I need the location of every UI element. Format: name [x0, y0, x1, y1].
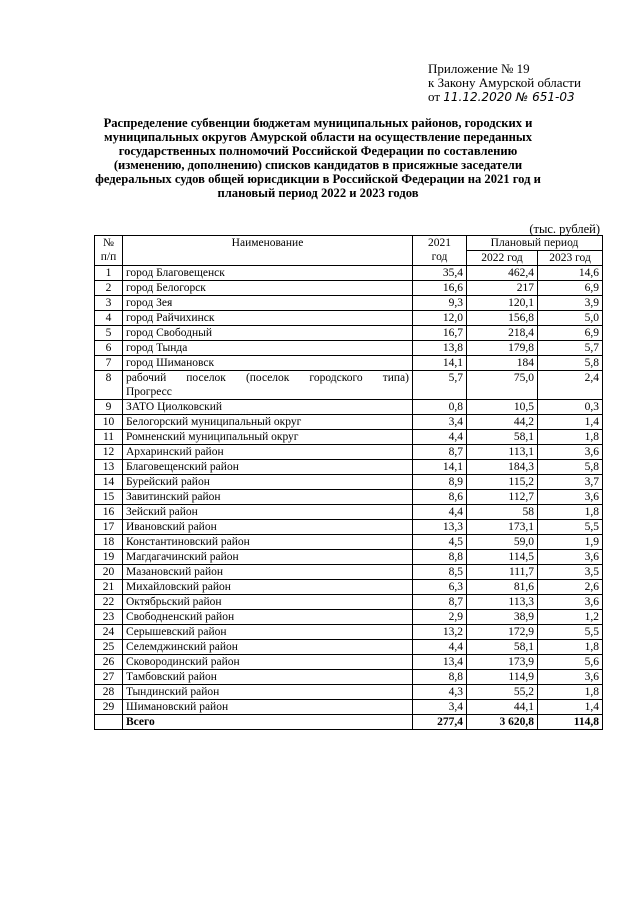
row-number: 12 [95, 445, 123, 460]
row-value-y2022: 58 [467, 505, 538, 520]
row-number: 14 [95, 475, 123, 490]
table-row [95, 580, 603, 595]
row-name-word: городского [309, 372, 363, 384]
row-name: Зейский район [123, 505, 413, 520]
total-value-y2023: 114,8 [538, 715, 603, 730]
row-value-y2023: 3,5 [538, 565, 603, 580]
row-value-y2023: 3,6 [538, 550, 603, 565]
row-name: Свободненский район [123, 610, 413, 625]
row-name-word: (поселок [245, 372, 290, 384]
row-value-y2022: 38,9 [467, 610, 538, 625]
row-number: 25 [95, 640, 123, 655]
row-number: 28 [95, 685, 123, 700]
col-header-2021-year: 2021 [428, 237, 451, 249]
row-value-y2023: 14,6 [538, 266, 603, 281]
row-value-y2022: 44,1 [467, 700, 538, 715]
row-value-y2023: 1,8 [538, 685, 603, 700]
row-value-y2022: 58,1 [467, 640, 538, 655]
col-header-name: Наименование [123, 236, 413, 266]
table-row [95, 610, 603, 625]
row-value-y2022: 58,1 [467, 430, 538, 445]
row-number: 1 [95, 266, 123, 281]
row-value-y2023: 2,4 [538, 371, 603, 400]
row-value-y2022: 59,0 [467, 535, 538, 550]
row-value-y2023: 5,0 [538, 311, 603, 326]
row-number: 8 [95, 371, 123, 400]
row-value-y2022: 172,9 [467, 625, 538, 640]
row-name: город Шимановск [123, 356, 413, 371]
row-value-y2023: 3,7 [538, 475, 603, 490]
row-value-y2021: 13,8 [413, 341, 467, 356]
table-row [95, 550, 603, 565]
table-row [95, 655, 603, 670]
total-row [95, 715, 603, 730]
row-number: 3 [95, 296, 123, 311]
row-name-word: рабочий [126, 372, 167, 384]
row-value-y2023: 3,6 [538, 595, 603, 610]
row-value-y2022: 113,1 [467, 445, 538, 460]
annex-number: Приложение № 19 [428, 61, 530, 76]
row-value-y2023: 5,5 [538, 625, 603, 640]
table-header-row [95, 236, 603, 251]
row-name: Благовещенский район [123, 460, 413, 475]
row-number: 9 [95, 400, 123, 415]
row-number: 17 [95, 520, 123, 535]
table-row [95, 281, 603, 296]
total-label: Всего [123, 715, 413, 730]
row-value-y2022: 114,5 [467, 550, 538, 565]
row-name: Селемджинский район [123, 640, 413, 655]
row-value-y2021: 14,1 [413, 356, 467, 371]
row-value-y2022: 81,6 [467, 580, 538, 595]
col-header-2023: 2023 год [538, 251, 603, 266]
row-value-y2023: 0,3 [538, 400, 603, 415]
table-row [95, 415, 603, 430]
row-value-y2021: 13,2 [413, 625, 467, 640]
row-number: 27 [95, 670, 123, 685]
col-header-2021-god: год [431, 251, 448, 263]
row-value-y2022: 115,2 [467, 475, 538, 490]
row-value-y2022: 111,7 [467, 565, 538, 580]
row-value-y2021: 6,3 [413, 580, 467, 595]
row-value-y2022: 462,4 [467, 266, 538, 281]
row-value-y2023: 5,5 [538, 520, 603, 535]
row-value-y2023: 1,4 [538, 415, 603, 430]
row-value-y2021: 4,5 [413, 535, 467, 550]
row-value-y2023: 1,8 [538, 640, 603, 655]
row-number: 19 [95, 550, 123, 565]
table-row [95, 341, 603, 356]
units-label: (тыс. рублей) [529, 222, 600, 236]
col-header-number-pp: п/п [100, 251, 117, 263]
row-name: Завитинский район [123, 490, 413, 505]
row-value-y2022: 112,7 [467, 490, 538, 505]
row-number: 23 [95, 610, 123, 625]
row-value-y2021: 4,4 [413, 430, 467, 445]
row-name: Мазановский район [123, 565, 413, 580]
row-number: 29 [95, 700, 123, 715]
annex-law-reference: к Закону Амурской области [428, 75, 581, 90]
row-value-y2021: 13,3 [413, 520, 467, 535]
table-row [95, 505, 603, 520]
table-row [95, 685, 603, 700]
annex-handwritten-date: 11.12.2020 № 651-03 [443, 90, 575, 104]
table-row [95, 356, 603, 371]
row-name: город Благовещенск [123, 266, 413, 281]
row-name: Константиновский район [123, 535, 413, 550]
table-row [95, 475, 603, 490]
row-value-y2023: 1,4 [538, 700, 603, 715]
row-name: Бурейский район [123, 475, 413, 490]
row-value-y2022: 173,1 [467, 520, 538, 535]
row-value-y2022: 218,4 [467, 326, 538, 341]
row-value-y2021: 4,4 [413, 505, 467, 520]
row-value-y2022: 156,8 [467, 311, 538, 326]
annex-date-prefix: от [428, 89, 441, 104]
row-name-word: типа) [382, 372, 409, 384]
table-row [95, 445, 603, 460]
row-name [123, 371, 413, 400]
row-value-y2021: 8,5 [413, 565, 467, 580]
row-value-y2023: 5,6 [538, 655, 603, 670]
row-value-y2023: 6,9 [538, 281, 603, 296]
table-row [95, 400, 603, 415]
row-name: город Белогорск [123, 281, 413, 296]
row-number: 15 [95, 490, 123, 505]
row-name: город Райчихинск [123, 311, 413, 326]
annex-header [428, 62, 581, 104]
table-row [95, 430, 603, 445]
annex-date-line [428, 90, 581, 104]
table-row [95, 326, 603, 341]
row-name: Белогорский муниципальный округ [123, 415, 413, 430]
row-value-y2021: 3,4 [413, 700, 467, 715]
row-value-y2021: 0,8 [413, 400, 467, 415]
table-row [95, 490, 603, 505]
row-name: Серышевский район [123, 625, 413, 640]
row-value-y2022: 44,2 [467, 415, 538, 430]
row-value-y2022: 179,8 [467, 341, 538, 356]
table-row [95, 535, 603, 550]
row-number: 6 [95, 341, 123, 356]
row-value-y2023: 3,6 [538, 490, 603, 505]
row-value-y2023: 3,6 [538, 445, 603, 460]
table-row [95, 700, 603, 715]
row-number: 21 [95, 580, 123, 595]
row-value-y2022: 173,9 [467, 655, 538, 670]
row-value-y2023: 2,6 [538, 580, 603, 595]
row-value-y2022: 217 [467, 281, 538, 296]
row-name: Октябрьский район [123, 595, 413, 610]
row-value-y2021: 4,3 [413, 685, 467, 700]
row-number: 5 [95, 326, 123, 341]
row-value-y2021: 8,8 [413, 670, 467, 685]
row-value-y2021: 8,6 [413, 490, 467, 505]
row-number: 24 [95, 625, 123, 640]
row-number: 20 [95, 565, 123, 580]
row-value-y2022: 55,2 [467, 685, 538, 700]
row-value-y2021: 4,4 [413, 640, 467, 655]
row-name: город Тында [123, 341, 413, 356]
row-number: 11 [95, 430, 123, 445]
row-value-y2023: 1,8 [538, 430, 603, 445]
row-value-y2021: 8,7 [413, 595, 467, 610]
col-header-plan-period: Плановый период [467, 236, 603, 251]
row-value-y2021: 16,6 [413, 281, 467, 296]
row-value-y2021: 16,7 [413, 326, 467, 341]
row-value-y2023: 5,8 [538, 460, 603, 475]
row-value-y2023: 5,8 [538, 356, 603, 371]
row-name-word: поселок [186, 372, 226, 384]
col-header-2022: 2022 год [467, 251, 538, 266]
row-name: Тындинский район [123, 685, 413, 700]
row-value-y2023: 1,2 [538, 610, 603, 625]
row-value-y2021: 8,8 [413, 550, 467, 565]
row-value-y2023: 3,9 [538, 296, 603, 311]
table-body [95, 266, 603, 730]
table-row [95, 625, 603, 640]
table-row [95, 311, 603, 326]
table-row [95, 595, 603, 610]
row-value-y2021: 9,3 [413, 296, 467, 311]
row-value-y2022: 75,0 [467, 371, 538, 400]
row-value-y2021: 14,1 [413, 460, 467, 475]
total-value-y2021: 277,4 [413, 715, 467, 730]
row-name-line1 [126, 371, 409, 385]
table-row [95, 371, 603, 400]
row-value-y2022: 10,5 [467, 400, 538, 415]
row-name: город Свободный [123, 326, 413, 341]
row-name: Сковородинский район [123, 655, 413, 670]
row-value-y2021: 8,9 [413, 475, 467, 490]
row-number: 7 [95, 356, 123, 371]
row-value-y2023: 1,8 [538, 505, 603, 520]
row-value-y2022: 184,3 [467, 460, 538, 475]
row-value-y2022: 113,3 [467, 595, 538, 610]
row-number: 10 [95, 415, 123, 430]
row-number: 13 [95, 460, 123, 475]
row-name: Ивановский район [123, 520, 413, 535]
table-row [95, 460, 603, 475]
table-row [95, 266, 603, 281]
row-value-y2021: 5,7 [413, 371, 467, 400]
row-value-y2022: 184 [467, 356, 538, 371]
row-value-y2021: 2,9 [413, 610, 467, 625]
row-number: 16 [95, 505, 123, 520]
total-row-empty-cell [95, 715, 123, 730]
row-value-y2023: 1,9 [538, 535, 603, 550]
table-row [95, 640, 603, 655]
total-value-y2022: 3 620,8 [467, 715, 538, 730]
document-title: Распределение субвенции бюджетам муниципальных районов, городских и муниципальных округов Амурской области на осуществление переданных государственных полномочий Российской Федерации по составлению (изменению, дополнению) списков кандидатов в присяжные заседатели федеральных судов общей юрисдикции в Российской Федерации на 2021 год и плановый период 2022 и 2023 годов [95, 116, 541, 200]
row-value-y2023: 5,7 [538, 341, 603, 356]
col-header-number-sign: № [103, 237, 114, 249]
row-name: ЗАТО Циолковский [123, 400, 413, 415]
row-value-y2021: 8,7 [413, 445, 467, 460]
row-number: 4 [95, 311, 123, 326]
subvention-table [94, 235, 603, 730]
row-number: 22 [95, 595, 123, 610]
row-name: Архаринский район [123, 445, 413, 460]
row-name: Тамбовский район [123, 670, 413, 685]
row-value-y2022: 120,1 [467, 296, 538, 311]
row-value-y2021: 12,0 [413, 311, 467, 326]
row-name: Магдагачинский район [123, 550, 413, 565]
row-number: 26 [95, 655, 123, 670]
row-name: Ромненский муниципальный округ [123, 430, 413, 445]
table-row [95, 520, 603, 535]
row-value-y2023: 6,9 [538, 326, 603, 341]
table-row [95, 670, 603, 685]
row-number: 2 [95, 281, 123, 296]
row-value-y2023: 3,6 [538, 670, 603, 685]
col-header-2021 [413, 236, 467, 266]
row-value-y2021: 35,4 [413, 266, 467, 281]
row-value-y2021: 3,4 [413, 415, 467, 430]
table-row [95, 296, 603, 311]
col-header-number [95, 236, 123, 266]
row-value-y2021: 13,4 [413, 655, 467, 670]
row-name: Михайловский район [123, 580, 413, 595]
row-number: 18 [95, 535, 123, 550]
row-name: город Зея [123, 296, 413, 311]
row-name-line2: Прогресс [126, 386, 172, 398]
row-value-y2022: 114,9 [467, 670, 538, 685]
table-row [95, 565, 603, 580]
row-name: Шимановский район [123, 700, 413, 715]
